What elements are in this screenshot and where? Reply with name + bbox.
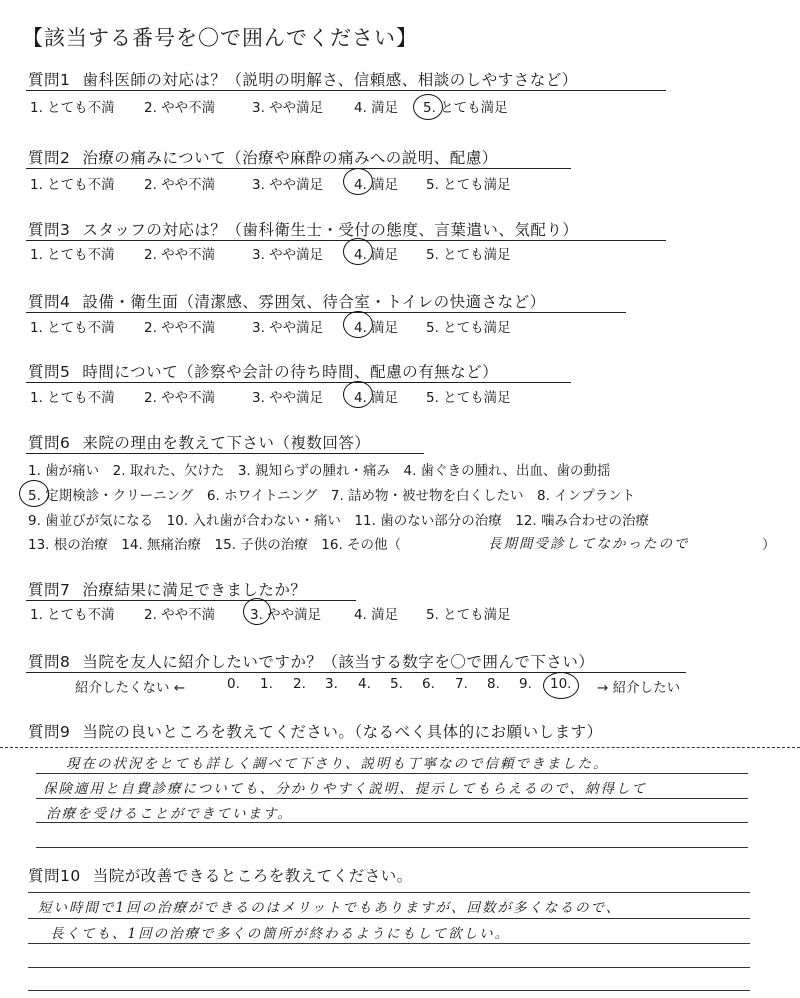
question-1-underline xyxy=(26,90,666,91)
q3-option-3[interactable]: 3. やや満足 xyxy=(252,247,324,263)
question-6-number: 質問6 xyxy=(28,434,71,452)
question-7-underline xyxy=(26,600,356,601)
q8-scale-left-label: 紹介したくない ← xyxy=(75,680,186,696)
question-7-text: 治療結果に満足できましたか？ xyxy=(82,581,307,599)
q9-rule-4 xyxy=(36,847,748,848)
q2-option-4[interactable]: 4. 満足 xyxy=(354,177,399,193)
question-5-text: 時間について（診察や会計の待ち時間、配慮の有無など） xyxy=(82,363,499,381)
q5-option-4[interactable]: 4. 満足 xyxy=(354,390,399,406)
q10-rule-5 xyxy=(28,990,750,991)
question-8-text: 当院を友人に紹介したいですか？（該当する数字を〇で囲んで下さい） xyxy=(82,653,595,671)
q4-option-1[interactable]: 1. とても不満 xyxy=(30,320,115,336)
q5-option-1[interactable]: 1. とても不満 xyxy=(30,390,115,406)
q8-scale-6[interactable]: 6. xyxy=(422,676,435,692)
q1-option-4[interactable]: 4. 満足 xyxy=(354,100,399,116)
q4-selection-circle xyxy=(343,311,373,338)
q6-options-line-4[interactable]: 13. 根の治療 14. 無痛治療 15. 子供の治療 16. その他（ xyxy=(28,537,402,553)
q6-options-line-2[interactable]: 5. 定期検診・クリーニング 6. ホワイトニング 7. 詰め物・被せ物を白くしたい 8. インプラント xyxy=(28,488,636,504)
question-8-underline xyxy=(26,672,686,673)
q6-options-line-3[interactable]: 9. 歯並びが気になる 10. 入れ歯が合わない・痛い 11. 歯のない部分の治療 12. 噛み合わせの治療 xyxy=(28,513,649,529)
question-3-text: スタッフの対応は？（歯科衛生士・受付の態度、言葉遣い、気配り） xyxy=(82,221,579,239)
q9-rule-2 xyxy=(36,798,748,799)
question-2-text: 治療の痛みについて（治療や麻酔の痛みへの説明、配慮） xyxy=(82,149,498,167)
q7-option-4[interactable]: 4. 満足 xyxy=(354,607,399,623)
q2-option-1[interactable]: 1. とても不満 xyxy=(30,177,115,193)
question-5-underline xyxy=(26,382,571,383)
q9-answer-line-1: 現在の状況をとても詳しく調べて下さり、説明も丁寧なので信頼できました。 xyxy=(66,756,609,772)
question-6-text: 来院の理由を教えて下さい（複数回答） xyxy=(82,434,371,452)
q4-option-4[interactable]: 4. 満足 xyxy=(354,320,399,336)
q1-option-1[interactable]: 1. とても不満 xyxy=(30,100,115,116)
question-10-text: 当院が改善できるところを教えてください。 xyxy=(92,867,413,885)
q3-option-1[interactable]: 1. とても不満 xyxy=(30,247,115,263)
question-7-number: 質問7 xyxy=(28,581,71,599)
q8-scale-7[interactable]: 7. xyxy=(455,676,468,692)
q1-selection-circle xyxy=(413,94,443,120)
q7-selection-circle xyxy=(243,598,271,625)
q8-scale-10[interactable]: 10. xyxy=(550,676,572,692)
q8-scale-right-label: → 紹介したい xyxy=(597,680,681,696)
q6-selection-circle xyxy=(19,480,49,507)
question-5-title xyxy=(28,360,498,382)
question-1-text: 歯科医師の対応は？（説明の明解さ、信頼感、相談のしやすさなど） xyxy=(82,71,578,89)
q3-selection-circle xyxy=(343,238,373,265)
q2-option-2[interactable]: 2. やや不満 xyxy=(144,177,216,193)
question-9-text: 当院の良いところを教えてください。（なるべく具体的にお願いします） xyxy=(82,723,603,741)
question-4-text: 設備・衛生面（清潔感、雰囲気、待合室・トイレの快適さなど） xyxy=(82,293,546,311)
q6-other-close: ） xyxy=(762,537,776,553)
q3-option-2[interactable]: 2. やや不満 xyxy=(144,247,216,263)
q8-scale-0[interactable]: 0. xyxy=(227,676,240,692)
question-8-title xyxy=(28,650,594,672)
q10-answer-line-2: 長くても、1回の治療で多くの箇所が終わるようにもして欲しい。 xyxy=(50,926,511,942)
q5-option-5[interactable]: 5. とても満足 xyxy=(426,390,511,406)
question-9-title xyxy=(28,720,603,742)
question-4-title xyxy=(28,290,546,312)
q8-scale-9[interactable]: 9. xyxy=(519,676,532,692)
question-10-title xyxy=(28,864,413,886)
q8-scale-8[interactable]: 8. xyxy=(487,676,500,692)
question-3-underline xyxy=(26,240,666,241)
q1-option-2[interactable]: 2. やや不満 xyxy=(144,100,216,116)
question-6-title xyxy=(28,431,370,453)
q5-selection-circle xyxy=(343,381,373,408)
q1-option-3[interactable]: 3. やや満足 xyxy=(252,100,324,116)
question-2-number: 質問2 xyxy=(28,149,71,167)
question-1-number: 質問1 xyxy=(28,71,71,89)
q4-option-3[interactable]: 3. やや満足 xyxy=(252,320,324,336)
q8-scale-4[interactable]: 4. xyxy=(358,676,371,692)
q10-answer-line-1: 短い時間で1回の治療ができるのはメリットでもありますが、回数が多くなるので、 xyxy=(38,900,622,916)
q5-option-3[interactable]: 3. やや満足 xyxy=(252,390,324,406)
question-5-number: 質問5 xyxy=(28,363,71,381)
q10-rule-1 xyxy=(28,892,750,893)
q2-option-3[interactable]: 3. やや満足 xyxy=(252,177,324,193)
question-9-number: 質問9 xyxy=(28,723,71,741)
question-6-underline xyxy=(26,453,424,454)
q8-scale-5[interactable]: 5. xyxy=(390,676,403,692)
q4-option-5[interactable]: 5. とても満足 xyxy=(426,320,511,336)
q9-answer-line-3: 治療を受けることができています。 xyxy=(46,806,293,822)
question-3-title xyxy=(28,218,578,240)
q8-scale-2[interactable]: 2. xyxy=(293,676,306,692)
q1-option-5[interactable]: 5. とても満足 xyxy=(423,100,508,116)
question-3-number: 質問3 xyxy=(28,221,71,239)
question-10-number: 質問10 xyxy=(28,867,81,885)
question-4-number: 質問4 xyxy=(28,293,71,311)
q10-rule-3 xyxy=(28,943,750,944)
q7-option-5[interactable]: 5. とても満足 xyxy=(426,607,511,623)
question-2-underline xyxy=(26,168,571,169)
q5-option-2[interactable]: 2. やや不満 xyxy=(144,390,216,406)
question-2-title xyxy=(28,146,498,168)
question-1-title xyxy=(28,68,578,90)
q9-answer-line-2: 保険適用と自費診療についても、分かりやすく説明、提示してもらえるので、納得して xyxy=(43,781,647,797)
q6-options-line-1[interactable]: 1. 歯が痛い 2. 取れた、欠けた 3. 親知らずの腫れ・痛み 4. 歯ぐきの腫れ、出血、歯の動揺 xyxy=(28,463,611,479)
q10-rule-4 xyxy=(28,967,750,968)
question-4-underline xyxy=(26,312,626,313)
q6-other-handwritten: 長期間受診してなかったので xyxy=(488,536,690,552)
q7-option-1[interactable]: 1. とても不満 xyxy=(30,607,115,623)
q8-selection-circle xyxy=(543,672,579,699)
q8-scale-1[interactable]: 1. xyxy=(260,676,273,692)
q3-option-5[interactable]: 5. とても満足 xyxy=(426,247,511,263)
q3-option-4[interactable]: 4. 満足 xyxy=(354,247,399,263)
survey-heading: 【該当する番号を〇で囲んでください】 xyxy=(22,26,418,50)
q9-rule-3 xyxy=(36,822,748,823)
question-8-number: 質問8 xyxy=(28,653,71,671)
q2-selection-circle xyxy=(343,168,373,195)
q9-rule-1 xyxy=(36,773,748,774)
q10-rule-2 xyxy=(28,918,750,919)
q7-option-3[interactable]: 3. やや満足 xyxy=(250,607,322,623)
q8-scale-3[interactable]: 3. xyxy=(325,676,338,692)
question-7-title xyxy=(28,578,306,600)
q2-option-5[interactable]: 5. とても満足 xyxy=(426,177,511,193)
q4-option-2[interactable]: 2. やや不満 xyxy=(144,320,216,336)
q7-option-2[interactable]: 2. やや不満 xyxy=(144,607,216,623)
q9-top-rule xyxy=(0,747,800,748)
